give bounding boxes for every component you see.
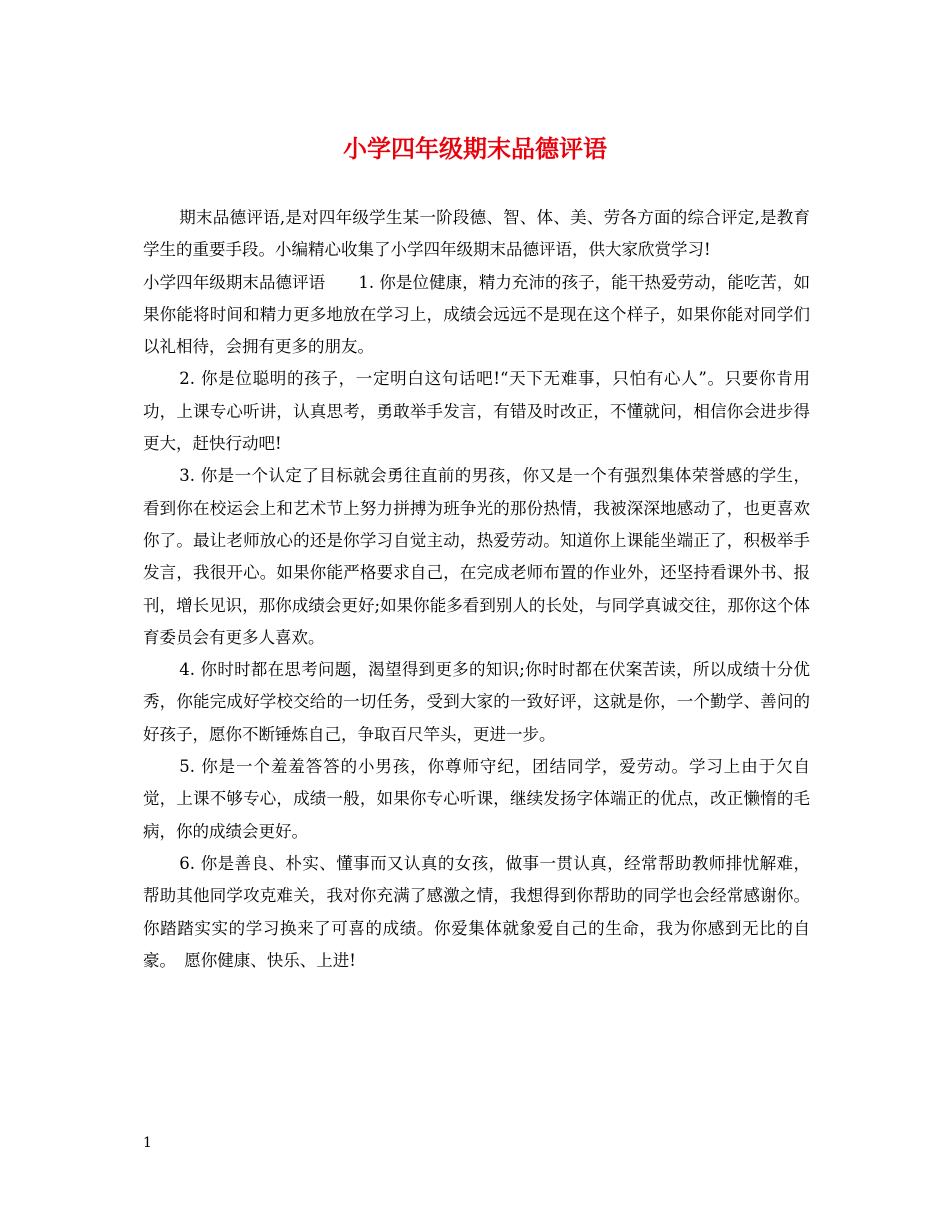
comment-paragraph-2: 2. 你是位聪明的孩子，一定明白这句话吧!“天下无难事，只怕有心人”。只要你肯用功，上课专心听讲，认真思考，勇敢举手发言，有错及时改正，不懂就问，相信你会进步得更大，赶快行动吧! [143, 369, 810, 454]
comment-paragraph-3: 3. 你是一个认定了目标就会勇往直前的男孩，你又是一个有强烈集体荣誉感的学生，看到你在校运会上和艺术节上努力拼搏为班争光的那份热情，我被深深地感动了，也更喜欢你了。最让老师放心的还是你学习自觉主动，热爱劳动。知道你上课能坐端正了，积极举手发言，我很开心。如果你能严格要求自己，在完成老师布置的作业外，还坚持看课外书、报刊，增长见识，那你成绩会更好;如果你能多看到别人的长处，与同学真诚交往，那你这个体育委员会有更多人喜欢。 [143, 466, 810, 647]
document-title: 小学四年级期末品德评语 [343, 134, 607, 163]
page-number: 1 [143, 1135, 152, 1151]
comment-paragraph-5: 5. 你是一个羞羞答答的小男孩，你尊师守纪，团结同学，爱劳动。学习上由于欠自觉，上课不够专心，成绩一般，如果你专心听课，继续发扬字体端正的优点，改正懒惰的毛病，你的成绩会更好。 [143, 757, 810, 841]
comment-paragraph-4: 4. 你时时都在思考问题，渴望得到更多的知识;你时时都在伏案苦读，所以成绩十分优秀，你能完成好学校交给的一切任务，受到大家的一致好评，这就是你，一个勤学、善问的好孩子，愿你不断锤炼自己，争取百尺竿头，更进一步。 [143, 660, 810, 744]
comment-paragraph-1: 小学四年级期末品德评语 1. 你是位健康，精力充沛的孩子，能干热爱劳动，能吃苦，如果你能将时间和精力更多地放在学习上，成绩会远远不是现在这个样子，如果你能对同学们以礼相待，会拥有更多的朋友。 [143, 272, 810, 357]
intro-paragraph: 期末品德评语,是对四年级学生某一阶段德、智、体、美、劳各方面的综合评定,是教育学生的重要手段。小编精心收集了小学四年级期末品德评语，供大家欣赏学习! [143, 208, 810, 260]
comment-paragraph-6: 6. 你是善良、朴实、懂事而又认真的女孩，做事一贯认真，经常帮助教师排忧解难，帮助其他同学攻克难关，我对你充满了感激之情，我想得到你帮助的同学也会经常感谢你。你踏踏实实的学习换来了可喜的成绩。你爱集体就象爱自己的生命，我为你感到无比的自豪。 愿你健康、快乐、上进! [143, 853, 810, 970]
document-body [143, 202, 810, 977]
